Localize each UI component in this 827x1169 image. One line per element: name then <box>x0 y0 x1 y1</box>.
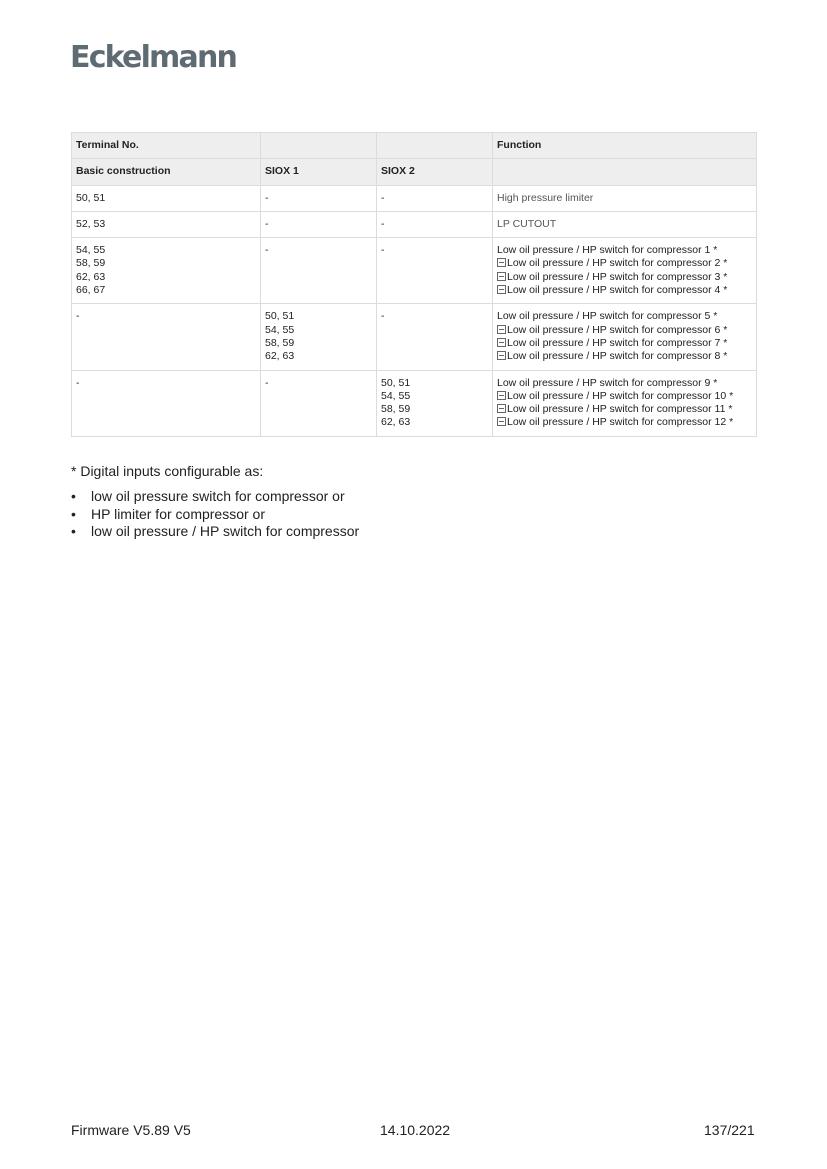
table-row <box>72 370 757 436</box>
cell-text: Low oil pressure / HP switch for compressor 8 * <box>507 350 728 363</box>
bullet-marker: • <box>71 505 76 522</box>
cell-line <box>76 377 256 390</box>
cell-line <box>265 377 372 390</box>
list-item <box>71 488 359 506</box>
cell-line <box>76 284 256 297</box>
cell-line <box>381 244 488 257</box>
cell-text: - <box>381 217 385 230</box>
line-break-icon <box>497 391 506 400</box>
line-break-icon <box>497 338 506 347</box>
siox1-cell <box>261 211 377 237</box>
cell-text: - <box>76 376 80 389</box>
header-cell: Basic construction <box>72 159 261 185</box>
cell-line <box>497 192 752 205</box>
cell-text: 58, 59 <box>76 257 106 270</box>
function-cell <box>493 304 757 370</box>
basic-cell <box>72 211 261 237</box>
cell-text: - <box>265 244 269 257</box>
cell-line <box>497 350 752 363</box>
cell-text: 54, 55 <box>381 389 411 402</box>
line-break-icon <box>497 351 506 360</box>
table-row <box>72 238 757 304</box>
cell-text: - <box>265 376 269 389</box>
footnote-intro: * Digital inputs configurable as: <box>71 463 264 479</box>
table-subheader-row <box>72 159 757 185</box>
function-cell <box>493 370 757 436</box>
cell-line <box>497 390 752 403</box>
basic-cell <box>72 185 261 211</box>
cell-line <box>265 218 372 231</box>
cell-text: 54, 55 <box>265 323 295 336</box>
cell-line <box>76 257 256 270</box>
cell-line <box>497 271 752 284</box>
cell-line <box>76 192 256 205</box>
cell-text: 66, 67 <box>76 284 106 297</box>
cell-text: 50, 51 <box>381 376 411 389</box>
cell-line <box>497 403 752 416</box>
header-cell: Function <box>493 133 757 159</box>
cell-text: - <box>265 217 269 230</box>
cell-text: Low oil pressure / HP switch for compressor 6 * <box>507 323 728 336</box>
cell-line <box>381 310 488 323</box>
cell-text: 50, 51 <box>76 191 106 204</box>
cell-text: - <box>381 191 385 204</box>
cell-line <box>497 324 752 337</box>
cell-line <box>265 244 372 257</box>
cell-line <box>497 284 752 297</box>
company-logo: Eckelmann <box>70 40 237 75</box>
cell-text: - <box>381 244 385 257</box>
cell-line <box>497 310 752 323</box>
cell-text: 58, 59 <box>381 403 411 416</box>
function-cell <box>493 211 757 237</box>
cell-line <box>76 271 256 284</box>
cell-text: Low oil pressure / HP switch for compressor 3 * <box>507 270 728 283</box>
footnote-list <box>71 488 359 541</box>
siox1-cell <box>261 304 377 370</box>
cell-line <box>381 192 488 205</box>
cell-text: 52, 53 <box>76 217 106 230</box>
cell-text: Low oil pressure / HP switch for compressor 9 * <box>497 376 718 389</box>
cell-line <box>76 310 256 323</box>
footer-firmware: Firmware V5.89 V5 <box>71 1122 191 1138</box>
cell-line <box>381 377 488 390</box>
bullet-marker: • <box>71 488 76 504</box>
list-item-text: HP limiter for compressor or <box>91 505 266 522</box>
siox1-cell <box>261 185 377 211</box>
cell-text: Low oil pressure / HP switch for compressor 4 * <box>507 284 728 297</box>
cell-text: Low oil pressure / HP switch for compressor 1 * <box>497 244 718 257</box>
table-row <box>72 185 757 211</box>
siox2-cell <box>377 370 493 436</box>
cell-text: 58, 59 <box>265 336 295 349</box>
table-header-row <box>72 133 757 159</box>
cell-text: High pressure limiter <box>497 191 594 204</box>
footer-date: 14.10.2022 <box>380 1122 451 1138</box>
cell-line <box>76 244 256 257</box>
cell-line <box>497 416 752 429</box>
cell-text: Low oil pressure / HP switch for compressor 5 * <box>497 310 718 323</box>
siox1-cell <box>261 370 377 436</box>
basic-cell <box>72 238 261 304</box>
cell-line <box>381 416 488 429</box>
cell-text: Low oil pressure / HP switch for compressor 12 * <box>507 416 734 429</box>
bullet-marker: • <box>71 523 76 539</box>
siox1-cell <box>261 238 377 304</box>
cell-text: Low oil pressure / HP switch for compressor 11 * <box>507 403 733 416</box>
cell-text: - <box>381 310 385 323</box>
cell-line <box>497 377 752 390</box>
list-item-text: low oil pressure / HP switch for compressor <box>91 523 360 539</box>
header-cell: SIOX 1 <box>261 159 377 185</box>
terminal-function-table <box>71 132 757 437</box>
siox2-cell <box>377 304 493 370</box>
cell-text: 62, 63 <box>76 270 106 283</box>
cell-line <box>497 218 752 231</box>
list-item <box>71 523 359 541</box>
cell-text: LP CUTOUT <box>497 217 557 230</box>
header-cell: Terminal No. <box>72 133 261 159</box>
list-item <box>71 506 359 524</box>
cell-text: - <box>265 191 269 204</box>
line-break-icon <box>497 325 506 334</box>
cell-line <box>265 337 372 350</box>
cell-text: Low oil pressure / HP switch for compressor 7 * <box>507 336 728 349</box>
siox2-cell <box>377 238 493 304</box>
cell-line <box>497 244 752 257</box>
cell-line <box>497 257 752 270</box>
cell-line <box>76 218 256 231</box>
line-break-icon <box>497 404 506 413</box>
line-break-icon <box>497 417 506 426</box>
footnote-block <box>71 462 359 541</box>
cell-line <box>381 218 488 231</box>
function-cell <box>493 185 757 211</box>
header-cell <box>493 159 757 185</box>
siox2-cell <box>377 211 493 237</box>
cell-line <box>381 403 488 416</box>
function-cell <box>493 238 757 304</box>
basic-cell <box>72 304 261 370</box>
header-cell <box>377 133 493 159</box>
cell-text: 62, 63 <box>381 416 411 429</box>
line-break-icon <box>497 272 506 281</box>
list-item-text: low oil pressure switch for compressor or <box>91 488 345 504</box>
header-cell <box>261 133 377 159</box>
cell-text: Low oil pressure / HP switch for compressor 10 * <box>507 389 734 402</box>
cell-text: Low oil pressure / HP switch for compressor 2 * <box>507 257 728 270</box>
table-body <box>72 185 757 436</box>
cell-line <box>265 192 372 205</box>
cell-line <box>497 337 752 350</box>
cell-text: 54, 55 <box>76 244 106 257</box>
cell-line <box>265 324 372 337</box>
cell-text: 62, 63 <box>265 350 295 363</box>
basic-cell <box>72 370 261 436</box>
siox2-cell <box>377 185 493 211</box>
cell-line <box>265 350 372 363</box>
header-cell: SIOX 2 <box>377 159 493 185</box>
line-break-icon <box>497 258 506 267</box>
cell-text: 50, 51 <box>265 310 295 323</box>
cell-text: - <box>76 310 80 323</box>
line-break-icon <box>497 285 506 294</box>
table-row <box>72 211 757 237</box>
table-row <box>72 304 757 370</box>
cell-line <box>265 310 372 323</box>
footer-page-number: 137/221 <box>704 1122 755 1138</box>
cell-line <box>381 390 488 403</box>
